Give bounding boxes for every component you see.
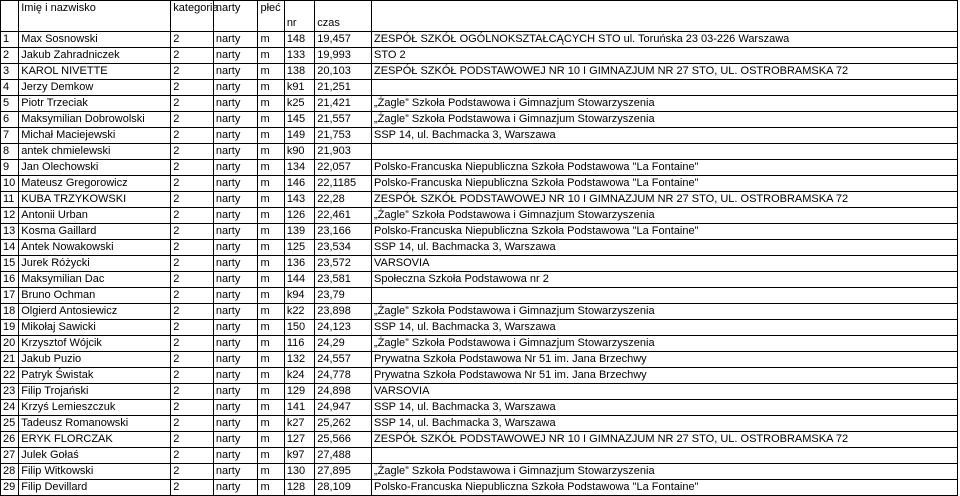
header-category-label: kategoria	[173, 2, 219, 14]
table-row	[1, 208, 958, 224]
cell-time: 23,572	[315, 256, 372, 272]
cell-name: Bruno Ochman	[19, 288, 171, 304]
cell-start-nr: k22	[284, 304, 314, 320]
cell-category: 2	[171, 144, 214, 160]
results-body	[1, 1, 958, 496]
cell-start-nr: 116	[284, 336, 314, 352]
cell-start-nr: k94	[284, 288, 314, 304]
cell-start-nr: 144	[284, 272, 314, 288]
header-start-nr-label: nr	[286, 17, 297, 29]
table-row	[1, 304, 958, 320]
cell-school: SSP 14, ul. Bachmacka 3, Warszawa	[371, 128, 957, 144]
cell-start-nr: 128	[284, 480, 314, 496]
cell-time: 27,895	[315, 464, 372, 480]
cell-time: 22,057	[315, 160, 372, 176]
cell-place: 29	[1, 480, 19, 496]
cell-school: SSP 14, ul. Bachmacka 3, Warszawa	[371, 400, 957, 416]
cell-name: Michał Maciejewski	[19, 128, 171, 144]
cell-category: 2	[171, 320, 214, 336]
cell-sex: m	[258, 48, 284, 64]
cell-school: ZESPÓŁ SZKÓŁ PODSTAWOWEJ NR 10 I GIMNAZJUM NR 27 STO, UL. OSTROBRAMSKA 72	[371, 192, 957, 208]
cell-category: 2	[171, 352, 214, 368]
cell-category: 2	[171, 32, 214, 48]
cell-time: 23,79	[315, 288, 372, 304]
cell-narty: narty	[213, 64, 258, 80]
cell-category: 2	[171, 384, 214, 400]
cell-narty: narty	[213, 272, 258, 288]
header-row	[1, 1, 958, 32]
cell-category: 2	[171, 464, 214, 480]
cell-category: 2	[171, 176, 214, 192]
cell-name: Kosma Gaillard	[19, 224, 171, 240]
cell-narty: narty	[213, 96, 258, 112]
cell-name: Maksymilian Dobrowolski	[19, 112, 171, 128]
cell-place: 4	[1, 80, 19, 96]
table-row	[1, 464, 958, 480]
cell-place: 21	[1, 352, 19, 368]
cell-school: „Żagle” Szkoła Podstawowa i Gimnazjum Stowarzyszenia	[371, 336, 957, 352]
cell-time: 24,123	[315, 320, 372, 336]
cell-start-nr: 125	[284, 240, 314, 256]
cell-time: 25,566	[315, 432, 372, 448]
cell-place: 12	[1, 208, 19, 224]
cell-place: 1	[1, 32, 19, 48]
cell-narty: narty	[213, 400, 258, 416]
cell-place: 28	[1, 464, 19, 480]
cell-start-nr: 133	[284, 48, 314, 64]
cell-sex: m	[258, 32, 284, 48]
cell-time: 27,488	[315, 448, 372, 464]
table-row	[1, 256, 958, 272]
header-time-label: czas	[317, 17, 340, 29]
cell-category: 2	[171, 256, 214, 272]
cell-narty: narty	[213, 112, 258, 128]
cell-place: 13	[1, 224, 19, 240]
cell-category: 2	[171, 48, 214, 64]
table-row	[1, 400, 958, 416]
cell-narty: narty	[213, 320, 258, 336]
cell-sex: m	[258, 96, 284, 112]
cell-name: Max Sosnowski	[19, 32, 171, 48]
cell-name: antek chmielewski	[19, 144, 171, 160]
cell-place: 26	[1, 432, 19, 448]
cell-time: 23,581	[315, 272, 372, 288]
header-category	[171, 1, 219, 32]
table-row	[1, 240, 958, 256]
cell-place: 5	[1, 96, 19, 112]
cell-start-nr: 141	[284, 400, 314, 416]
table-row	[1, 160, 958, 176]
cell-category: 2	[171, 368, 214, 384]
cell-school: Prywatna Szkoła Podstawowa Nr 51 im. Jana Brzechwy	[371, 352, 957, 368]
cell-sex: m	[258, 304, 284, 320]
cell-start-nr: 136	[284, 256, 314, 272]
cell-school: ZESPÓŁ SZKÓŁ OGÓLNOKSZTAŁCĄCYCH STO ul. Toruńska 23 03-226 Warszawa	[371, 32, 957, 48]
cell-school: „Żagle” Szkoła Podstawowa i Gimnazjum Stowarzyszenia	[371, 464, 957, 480]
cell-sex: m	[258, 416, 284, 432]
cell-sex: m	[258, 128, 284, 144]
cell-name: Jan Olechowski	[19, 160, 171, 176]
cell-school: Polsko-Francuska Niepubliczna Szkoła Podstawowa "La Fontaine"	[371, 160, 957, 176]
table-row	[1, 384, 958, 400]
cell-school: SSP 14, ul. Bachmacka 3, Warszawa	[371, 240, 957, 256]
cell-narty: narty	[213, 384, 258, 400]
cell-name: Olgierd Antosiewicz	[19, 304, 171, 320]
cell-narty: narty	[213, 336, 258, 352]
cell-time: 24,29	[315, 336, 372, 352]
cell-narty: narty	[213, 304, 258, 320]
cell-start-nr: 150	[284, 320, 314, 336]
cell-sex: m	[258, 160, 284, 176]
cell-name: Patryk Świstak	[19, 368, 171, 384]
table-row	[1, 272, 958, 288]
cell-school: ZESPÓŁ SZKÓŁ PODSTAWOWEJ NR 10 I GIMNAZJUM NR 27 STO, UL. OSTROBRAMSKA 72	[371, 432, 957, 448]
cell-name: Filip Witkowski	[19, 464, 171, 480]
cell-start-nr: 132	[284, 352, 314, 368]
cell-category: 2	[171, 480, 214, 496]
cell-school	[371, 144, 957, 160]
table-row	[1, 144, 958, 160]
cell-name: ERYK FLORCZAK	[19, 432, 171, 448]
cell-start-nr: 148	[284, 32, 314, 48]
table-row	[1, 352, 958, 368]
cell-sex: m	[258, 368, 284, 384]
cell-time: 21,903	[315, 144, 372, 160]
header-sex	[258, 1, 284, 32]
cell-sex: m	[258, 192, 284, 208]
cell-place: 17	[1, 288, 19, 304]
cell-narty: narty	[213, 128, 258, 144]
cell-school: „Żagle” Szkoła Podstawowa i Gimnazjum Stowarzyszenia	[371, 304, 957, 320]
cell-time: 24,557	[315, 352, 372, 368]
cell-start-nr: 143	[284, 192, 314, 208]
cell-category: 2	[171, 192, 214, 208]
cell-place: 9	[1, 160, 19, 176]
cell-name: Mikołaj Sawicki	[19, 320, 171, 336]
cell-time: 22,1185	[315, 176, 372, 192]
cell-name: Jerzy Demkow	[19, 80, 171, 96]
cell-narty: narty	[213, 48, 258, 64]
cell-category: 2	[171, 80, 214, 96]
cell-sex: m	[258, 256, 284, 272]
cell-school: VARSOVIA	[371, 384, 957, 400]
cell-sex: m	[258, 272, 284, 288]
cell-place: 2	[1, 48, 19, 64]
cell-place: 18	[1, 304, 19, 320]
cell-category: 2	[171, 416, 214, 432]
cell-start-nr: k90	[284, 144, 314, 160]
cell-sex: m	[258, 224, 284, 240]
cell-time: 24,947	[315, 400, 372, 416]
cell-time: 24,898	[315, 384, 372, 400]
table-row	[1, 48, 958, 64]
cell-sex: m	[258, 288, 284, 304]
cell-narty: narty	[213, 176, 258, 192]
cell-name: Maksymilian Dac	[19, 272, 171, 288]
cell-name: Krzyś Lemieszczuk	[19, 400, 171, 416]
header-narty	[213, 1, 258, 32]
cell-category: 2	[171, 64, 214, 80]
cell-time: 22,461	[315, 208, 372, 224]
cell-start-nr: 138	[284, 64, 314, 80]
cell-start-nr: 149	[284, 128, 314, 144]
cell-category: 2	[171, 400, 214, 416]
cell-time: 24,778	[315, 368, 372, 384]
cell-place: 3	[1, 64, 19, 80]
cell-start-nr: 139	[284, 224, 314, 240]
table-row	[1, 368, 958, 384]
cell-narty: narty	[213, 80, 258, 96]
header-name-label: Imię i nazwisko	[21, 2, 96, 14]
header-time	[315, 1, 372, 32]
cell-time: 21,557	[315, 112, 372, 128]
cell-sex: m	[258, 432, 284, 448]
cell-category: 2	[171, 432, 214, 448]
cell-time: 23,166	[315, 224, 372, 240]
cell-name: Mateusz Gregorowicz	[19, 176, 171, 192]
cell-start-nr: 126	[284, 208, 314, 224]
table-row	[1, 432, 958, 448]
table-row	[1, 288, 958, 304]
cell-time: 22,28	[315, 192, 372, 208]
table-row	[1, 32, 958, 48]
cell-start-nr: 130	[284, 464, 314, 480]
cell-place: 20	[1, 336, 19, 352]
cell-time: 19,993	[315, 48, 372, 64]
cell-category: 2	[171, 240, 214, 256]
cell-school: Społeczna Szkoła Podstawowa nr 2	[371, 272, 957, 288]
header-sex-label: płeć	[260, 2, 281, 14]
cell-time: 28,109	[315, 480, 372, 496]
cell-name: Antek Nowakowski	[19, 240, 171, 256]
cell-narty: narty	[213, 160, 258, 176]
cell-place: 10	[1, 176, 19, 192]
cell-school: SSP 14, ul. Bachmacka 3, Warszawa	[371, 416, 957, 432]
cell-sex: m	[258, 464, 284, 480]
cell-start-nr: 145	[284, 112, 314, 128]
cell-narty: narty	[213, 256, 258, 272]
cell-name: Jurek Różycki	[19, 256, 171, 272]
table-row	[1, 96, 958, 112]
cell-sex: m	[258, 240, 284, 256]
cell-name: Krzysztof Wójcik	[19, 336, 171, 352]
cell-sex: m	[258, 112, 284, 128]
cell-name: Julek Gołaś	[19, 448, 171, 464]
cell-start-nr: 129	[284, 384, 314, 400]
cell-time: 23,534	[315, 240, 372, 256]
cell-place: 27	[1, 448, 19, 464]
cell-name: Piotr Trzeciak	[19, 96, 171, 112]
cell-name: KAROL NIVETTE	[19, 64, 171, 80]
cell-sex: m	[258, 176, 284, 192]
cell-name: KUBA TRZYKOWSKI	[19, 192, 171, 208]
cell-sex: m	[258, 384, 284, 400]
cell-name: Filip Devillard	[19, 480, 171, 496]
cell-sex: m	[258, 448, 284, 464]
cell-category: 2	[171, 272, 214, 288]
cell-sex: m	[258, 320, 284, 336]
cell-time: 21,421	[315, 96, 372, 112]
cell-time: 19,457	[315, 32, 372, 48]
cell-narty: narty	[213, 32, 258, 48]
cell-category: 2	[171, 336, 214, 352]
cell-category: 2	[171, 288, 214, 304]
cell-narty: narty	[213, 208, 258, 224]
cell-category: 2	[171, 448, 214, 464]
cell-school: SSP 14, ul. Bachmacka 3, Warszawa	[371, 320, 957, 336]
cell-category: 2	[171, 208, 214, 224]
table-row	[1, 448, 958, 464]
cell-place: 25	[1, 416, 19, 432]
cell-place: 23	[1, 384, 19, 400]
header-name	[19, 1, 171, 32]
table-row	[1, 320, 958, 336]
cell-name: Jakub Zahradniczek	[19, 48, 171, 64]
cell-start-nr: k25	[284, 96, 314, 112]
cell-category: 2	[171, 224, 214, 240]
cell-name: Tadeusz Romanowski	[19, 416, 171, 432]
cell-sex: m	[258, 352, 284, 368]
cell-time: 20,103	[315, 64, 372, 80]
cell-school: „Żagle” Szkoła Podstawowa i Gimnazjum Stowarzyszenia	[371, 96, 957, 112]
cell-place: 15	[1, 256, 19, 272]
cell-start-nr: 134	[284, 160, 314, 176]
cell-narty: narty	[213, 432, 258, 448]
cell-place: 22	[1, 368, 19, 384]
table-row	[1, 416, 958, 432]
cell-school: „Żagle” Szkoła Podstawowa i Gimnazjum Stowarzyszenia	[371, 112, 957, 128]
header-school	[371, 1, 957, 32]
cell-place: 14	[1, 240, 19, 256]
cell-school: Polsko-Francuska Niepubliczna Szkoła Podstawowa "La Fontaine"	[371, 224, 957, 240]
cell-time: 25,262	[315, 416, 372, 432]
table-row	[1, 112, 958, 128]
table-row	[1, 336, 958, 352]
cell-place: 16	[1, 272, 19, 288]
cell-school: Prywatna Szkoła Podstawowa Nr 51 im. Jana Brzechwy	[371, 368, 957, 384]
cell-time: 21,251	[315, 80, 372, 96]
cell-category: 2	[171, 112, 214, 128]
cell-place: 24	[1, 400, 19, 416]
cell-sex: m	[258, 480, 284, 496]
cell-narty: narty	[213, 480, 258, 496]
table-row	[1, 64, 958, 80]
cell-school: Polsko-Francuska Niepubliczna Szkoła Podstawowa "La Fontaine"	[371, 176, 957, 192]
cell-narty: narty	[213, 448, 258, 464]
cell-narty: narty	[213, 288, 258, 304]
cell-narty: narty	[213, 352, 258, 368]
cell-start-nr: k27	[284, 416, 314, 432]
cell-start-nr: k24	[284, 368, 314, 384]
cell-school: STO 2	[371, 48, 957, 64]
cell-category: 2	[171, 160, 214, 176]
table-row	[1, 192, 958, 208]
cell-narty: narty	[213, 416, 258, 432]
table-row	[1, 176, 958, 192]
cell-start-nr: k97	[284, 448, 314, 464]
cell-place: 19	[1, 320, 19, 336]
header-narty-label: narty	[215, 2, 241, 14]
cell-category: 2	[171, 96, 214, 112]
cell-place: 11	[1, 192, 19, 208]
cell-start-nr: 127	[284, 432, 314, 448]
cell-name: Antonii Urban	[19, 208, 171, 224]
cell-narty: narty	[213, 192, 258, 208]
cell-sex: m	[258, 208, 284, 224]
cell-place: 8	[1, 144, 19, 160]
cell-sex: m	[258, 336, 284, 352]
cell-place: 7	[1, 128, 19, 144]
cell-narty: narty	[213, 464, 258, 480]
cell-sex: m	[258, 64, 284, 80]
header-place	[1, 1, 19, 32]
cell-school: ZESPÓŁ SZKÓŁ PODSTAWOWEJ NR 10 I GIMNAZJUM NR 27 STO, UL. OSTROBRAMSKA 72	[371, 64, 957, 80]
cell-narty: narty	[213, 224, 258, 240]
table-row	[1, 480, 958, 496]
cell-category: 2	[171, 128, 214, 144]
cell-name: Jakub Puzio	[19, 352, 171, 368]
cell-place: 6	[1, 112, 19, 128]
cell-narty: narty	[213, 240, 258, 256]
header-start-nr	[284, 1, 314, 32]
cell-category: 2	[171, 304, 214, 320]
cell-name: Filip Trojański	[19, 384, 171, 400]
cell-sex: m	[258, 80, 284, 96]
table-row	[1, 80, 958, 96]
table-row	[1, 224, 958, 240]
cell-sex: m	[258, 400, 284, 416]
cell-sex: m	[258, 144, 284, 160]
cell-time: 23,898	[315, 304, 372, 320]
cell-school	[371, 80, 957, 96]
cell-school: Polsko-Francuska Niepubliczna Szkoła Podstawowa "La Fontaine"	[371, 480, 957, 496]
cell-school: „Żagle” Szkoła Podstawowa i Gimnazjum Stowarzyszenia	[371, 208, 957, 224]
cell-start-nr: k91	[284, 80, 314, 96]
cell-school: VARSOVIA	[371, 256, 957, 272]
cell-school	[371, 448, 957, 464]
cell-school	[371, 288, 957, 304]
cell-time: 21,753	[315, 128, 372, 144]
table-row	[1, 128, 958, 144]
cell-narty: narty	[213, 144, 258, 160]
cell-narty: narty	[213, 368, 258, 384]
cell-start-nr: 146	[284, 176, 314, 192]
